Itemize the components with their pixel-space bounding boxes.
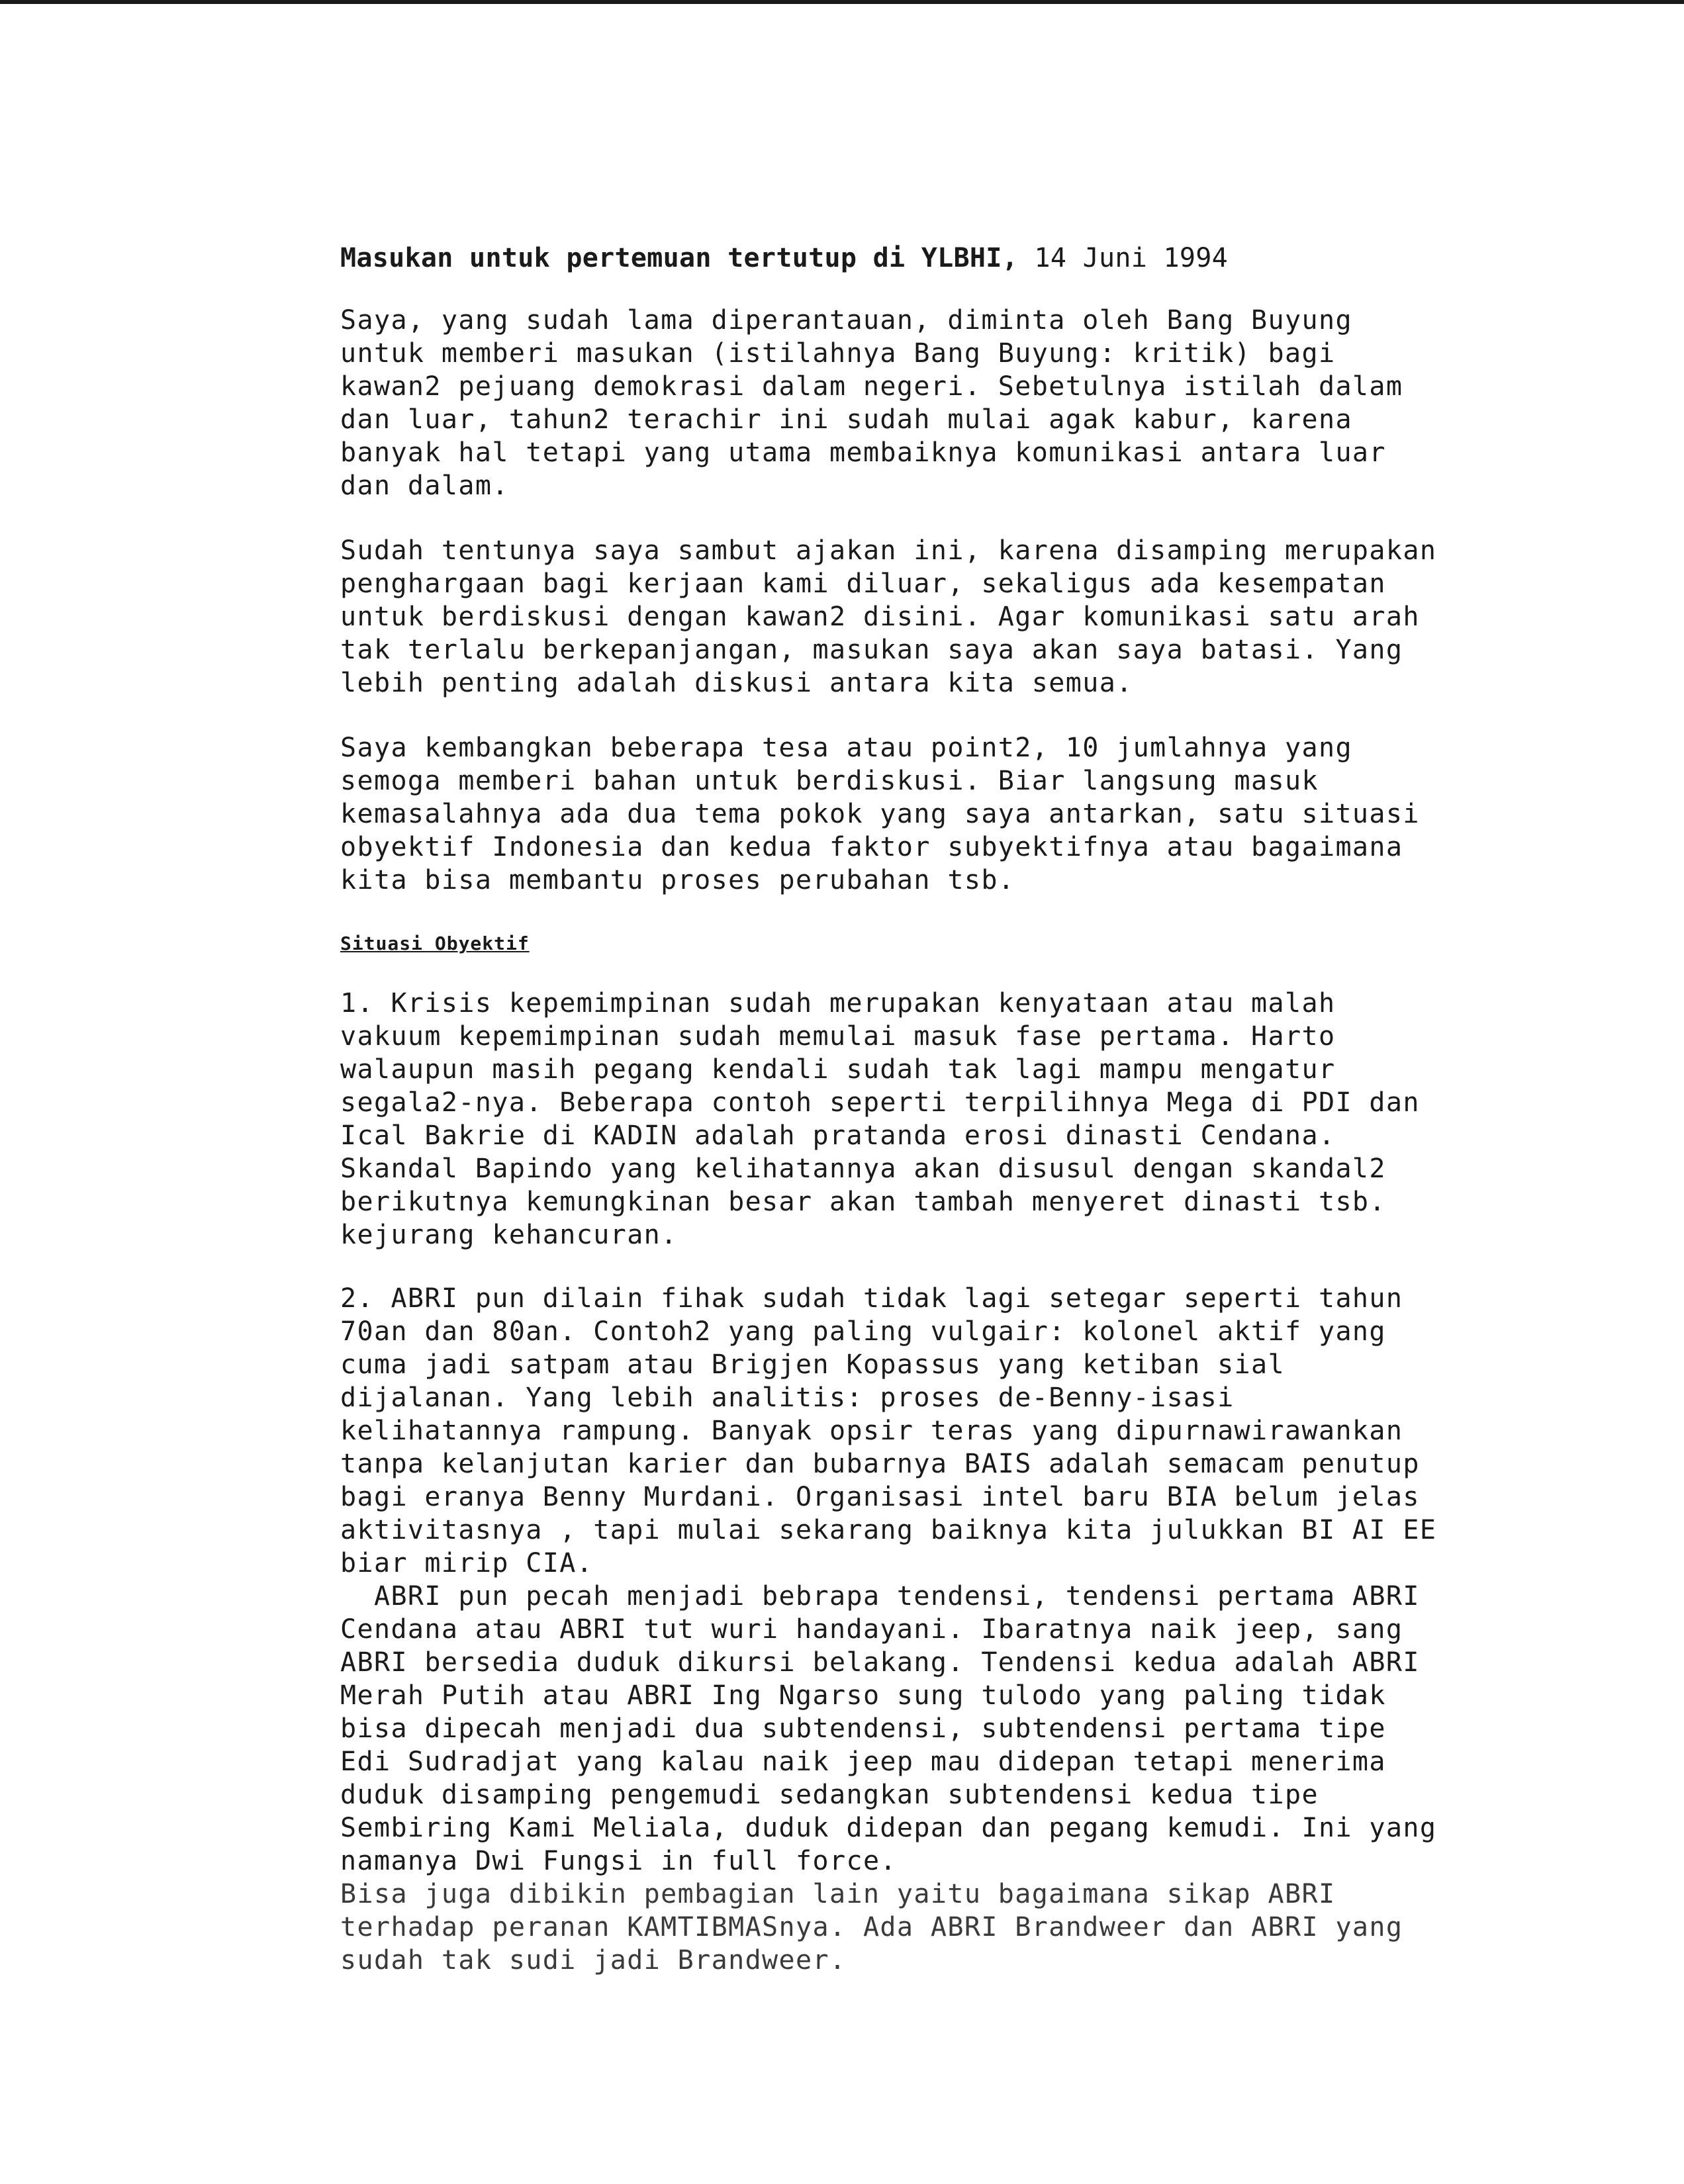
paragraph-intro: Saya, yang sudah lama diperantauan, diminta oleh Bang Buyung untuk memberi masukan (istilahnya Bang Buyung: kritik) bagi kawan2 pejuang demokrasi dalam negeri. Sebetulnya istilah dalam dan luar, tahun2 terachir ini sudah mulai agak kabur, karena banyak hal tetapi yang utama membaiknya komunikasi antara luar dan dalam. bbox=[340, 305, 1403, 501]
paragraph-theses: Saya kembangkan beberapa tesa atau point2, 10 jumlahnya yang semoga memberi bahan untuk berdiskusi. Biar langsung masuk kemasalahnya ada dua tema pokok yang saya antarkan, satu situasi obyektif Indonesia dan kedua faktor subyektifnya atau bagaimana kita bisa membantu proses perubahan tsb. bbox=[340, 733, 1420, 895]
point-1: 1. Krisis kepemimpinan sudah merupakan kenyataan atau malah vakuum kepemimpinan sudah memulai masuk fase pertama. Harto walaupun masih pegang kendali sudah tak lagi mampu mengatur segala2-nya. Beberapa contoh seperti terpilihnya Mega di PDI dan Ical Bakrie di KADIN adalah pratanda erosi dinasti Cendana. Skandal Bapindo yang kelihatannya akan disusul dengan skandal2 berikutnya kemungkinan besar akan tambah menyeret dinasti tsb. kejurang kehancuran. bbox=[340, 988, 1420, 1250]
title-text: Masukan untuk pertemuan tertutup di YLBHI, bbox=[340, 243, 1019, 273]
top-border-line bbox=[0, 0, 1684, 4]
title-date: 14 Juni 1994 bbox=[1034, 243, 1229, 273]
paragraph-invitation: Sudah tentunya saya sambut ajakan ini, karena disamping merupakan penghargaan bagi kerjaan kami diluar, sekaligus ada kesempatan untuk berdiskusi dengan kawan2 disini. Agar komunikasi satu arah tak terlalu berkepanjangan, masukan saya akan saya batasi. Yang lebih penting adalah diskusi antara kita semua. bbox=[340, 535, 1437, 698]
point-2: 2. ABRI pun dilain fihak sudah tidak lagi setegar seperti tahun 70an dan 80an. Contoh2 yang paling vulgair: kolonel aktif yang cuma jadi satpam atau Brigjen Kopassus yang ketiban sial dijalanan. Yang lebih analitis: proses de-Benny-isasi kelihatannya rampung. Banyak opsir teras yang dipurnawirawankan tanpa kelanjutan karier dan bubarnya BAIS adalah semacam penutup bagi eranya Benny Murdani. Organisasi intel baru BIA belum jelas aktivitasnya , tapi mulai sekarang baiknya kita julukkan BI AI EE biar mirip CIA. bbox=[340, 1283, 1437, 1578]
scan-noise bbox=[212, 2161, 1668, 2168]
document-title bbox=[340, 242, 1644, 275]
section-heading: Situasi Obyektif bbox=[340, 933, 530, 954]
point-2-final: Bisa juga dibikin pembagian lain yaitu bagaimana sikap ABRI terhadap peranan KAMTIBMASnya. Ada ABRI Brandweer dan ABRI yang sudah tak sudi jadi Brandweer. bbox=[340, 1879, 1403, 1976]
point-2-continued: ABRI pun pecah menjadi bebrapa tendensi, tendensi pertama ABRI Cendana atau ABRI tut wuri handayani. Ibaratnya naik jeep, sang ABRI bersedia duduk dikursi belakang. Tendensi kedua adalah ABRI Merah Putih atau ABRI Ing Ngarso sung tulodo yang paling tidak bisa dipecah menjadi dua subtendensi, subtendensi pertama tipe Edi Sudradjat yang kalau naik jeep mau didepan tetapi menerima duduk disamping pengemudi sedangkan subtendensi kedua tipe Sembiring Kami Meliala, duduk didepan dan pegang kemudi. Ini yang namanya Dwi Fungsi in full force. bbox=[340, 1581, 1437, 1876]
document-page bbox=[340, 242, 1644, 1977]
